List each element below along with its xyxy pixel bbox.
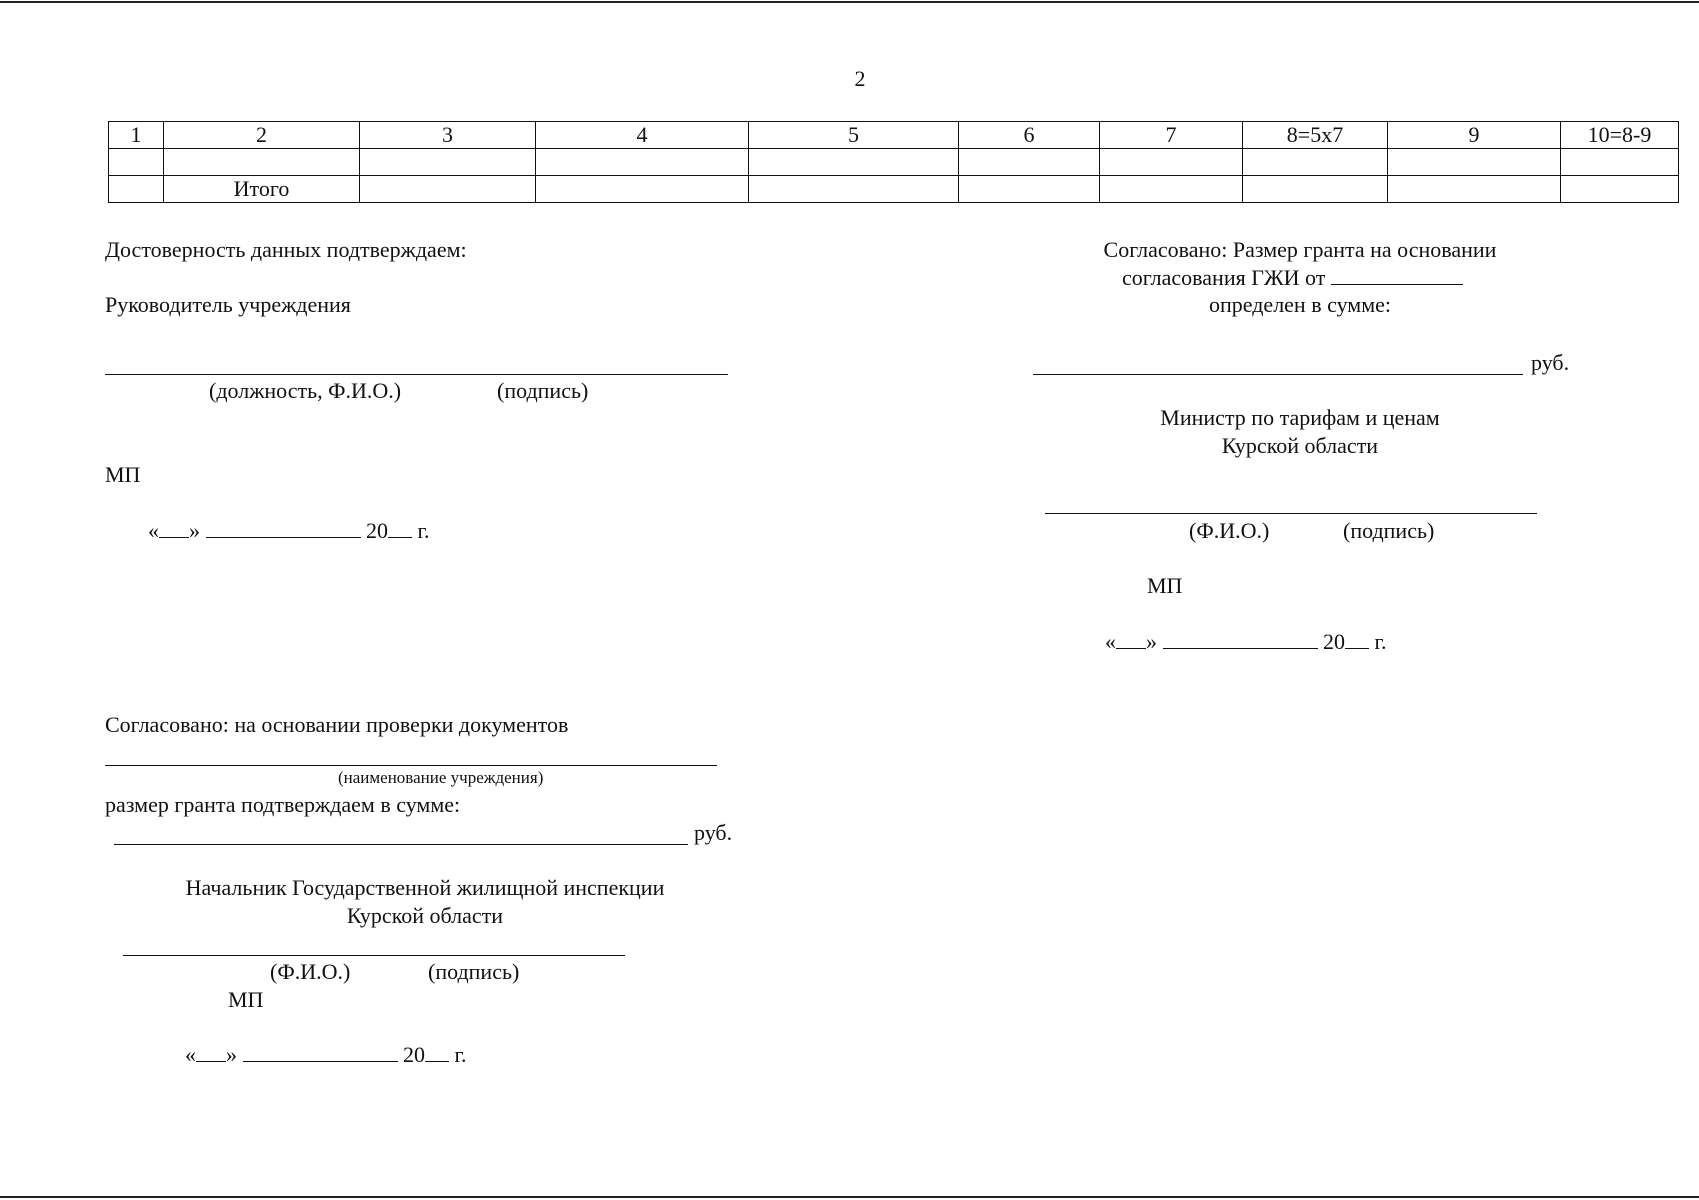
table-header-cell: 9 bbox=[1388, 122, 1561, 149]
date-quote-open: « bbox=[185, 1042, 196, 1067]
date-year-suffix: г. bbox=[417, 518, 430, 543]
page-number: 2 bbox=[854, 66, 866, 91]
table-header-cell: 10=8-9 bbox=[1561, 122, 1679, 149]
table-header-cell: 8=5x7 bbox=[1243, 122, 1388, 149]
grant-amount-line bbox=[114, 844, 688, 845]
table-cell bbox=[959, 149, 1100, 176]
date-year-blank bbox=[425, 1043, 449, 1062]
table-header-row bbox=[109, 122, 1679, 149]
table-cell bbox=[1561, 149, 1679, 176]
stamp-label: МП bbox=[105, 462, 141, 487]
right-agreed-line3: определен в сумме: bbox=[1208, 292, 1391, 317]
bottom-agreed-text: Согласовано: на основании проверки документов bbox=[105, 712, 569, 737]
table-cell bbox=[1388, 149, 1561, 176]
table-cell bbox=[1243, 176, 1388, 203]
table-header-cell: 5 bbox=[749, 122, 959, 149]
minister-signature-caption: (подпись) bbox=[1343, 518, 1435, 543]
gzhi-fio-caption: (Ф.И.О.) bbox=[270, 959, 351, 984]
table-cell bbox=[1561, 176, 1679, 203]
table-cell bbox=[360, 176, 536, 203]
table-total-label: Итого bbox=[164, 176, 360, 203]
gzhi-head-line2: Курской области bbox=[346, 903, 504, 928]
right-agreed-line1: Согласовано: Размер гранта на основании bbox=[1103, 237, 1497, 262]
date-year-prefix: 20 bbox=[403, 1042, 425, 1067]
date-day-blank bbox=[196, 1043, 226, 1062]
date-quote-open: « bbox=[148, 518, 159, 543]
right-agreed-line2 bbox=[1122, 265, 1463, 291]
table-cell bbox=[1243, 149, 1388, 176]
right-currency: руб. bbox=[1531, 350, 1570, 375]
minister-signature-line bbox=[1045, 513, 1537, 514]
date-month-blank bbox=[243, 1043, 398, 1062]
institution-head-label: Руководитель учреждения bbox=[105, 292, 351, 317]
table-header-cell: 6 bbox=[959, 122, 1100, 149]
date-year-blank bbox=[388, 519, 412, 538]
minister-line1: Министр по тарифам и ценам bbox=[1160, 405, 1440, 430]
right-agreed-line2-text: согласования ГЖИ от bbox=[1122, 265, 1326, 290]
signature-caption: (подпись) bbox=[497, 378, 589, 403]
position-fio-caption: (должность, Ф.И.О.) bbox=[209, 378, 402, 403]
grant-confirm-text: размер гранта подтверждаем в сумме: bbox=[105, 792, 461, 817]
table-cell bbox=[1100, 149, 1243, 176]
table-cell bbox=[109, 176, 164, 203]
bottom-stamp-label: МП bbox=[228, 987, 264, 1012]
right-date-line bbox=[1105, 629, 1387, 655]
table-cell bbox=[1100, 176, 1243, 203]
right-amount-line bbox=[1033, 374, 1523, 375]
table-cell bbox=[536, 176, 749, 203]
table-cell bbox=[1388, 176, 1561, 203]
date-year-suffix: г. bbox=[1374, 629, 1387, 654]
table-cell bbox=[360, 149, 536, 176]
date-year-suffix: г. bbox=[454, 1042, 467, 1067]
gzhi-signature-caption: (подпись) bbox=[428, 959, 520, 984]
right-stamp-label: МП bbox=[1147, 573, 1183, 598]
table-header-cell: 3 bbox=[360, 122, 536, 149]
table-cell bbox=[164, 149, 360, 176]
table-cell bbox=[959, 176, 1100, 203]
data-table bbox=[108, 121, 1679, 203]
table-cell bbox=[749, 176, 959, 203]
gzhi-signature-line bbox=[123, 955, 625, 956]
table-cell bbox=[749, 149, 959, 176]
gzhi-head-line1: Начальник Государственной жилищной инспекции bbox=[185, 875, 665, 900]
date-day-blank bbox=[1116, 630, 1146, 649]
page-bottom-edge bbox=[0, 1196, 1699, 1198]
page-top-edge bbox=[0, 1, 1699, 3]
bottom-date-line bbox=[185, 1042, 467, 1068]
institution-name-caption: (наименование учреждения) bbox=[338, 768, 544, 787]
table-row bbox=[109, 149, 1679, 176]
table-cell bbox=[109, 149, 164, 176]
head-signature-line bbox=[105, 374, 728, 375]
table-header-cell: 4 bbox=[536, 122, 749, 149]
minister-fio-caption: (Ф.И.О.) bbox=[1189, 518, 1270, 543]
institution-name-line bbox=[105, 765, 717, 766]
table-cell bbox=[536, 149, 749, 176]
gzhi-date-blank bbox=[1331, 266, 1463, 285]
date-line bbox=[148, 518, 430, 544]
table-header-cell: 7 bbox=[1100, 122, 1243, 149]
table-total-row bbox=[109, 176, 1679, 203]
date-quote-open: « bbox=[1105, 629, 1116, 654]
date-quote-close: » bbox=[226, 1042, 237, 1067]
date-month-blank bbox=[1163, 630, 1318, 649]
table-header-cell: 2 bbox=[164, 122, 360, 149]
date-quote-close: » bbox=[1146, 629, 1157, 654]
date-month-blank bbox=[206, 519, 361, 538]
date-day-blank bbox=[159, 519, 189, 538]
bottom-currency: руб. bbox=[694, 820, 733, 845]
date-year-blank bbox=[1345, 630, 1369, 649]
date-year-prefix: 20 bbox=[1323, 629, 1345, 654]
date-quote-close: » bbox=[189, 518, 200, 543]
date-year-prefix: 20 bbox=[366, 518, 388, 543]
minister-line2: Курской области bbox=[1221, 433, 1379, 458]
table-header-cell: 1 bbox=[109, 122, 164, 149]
confirm-data-text: Достоверность данных подтверждаем: bbox=[105, 237, 467, 262]
